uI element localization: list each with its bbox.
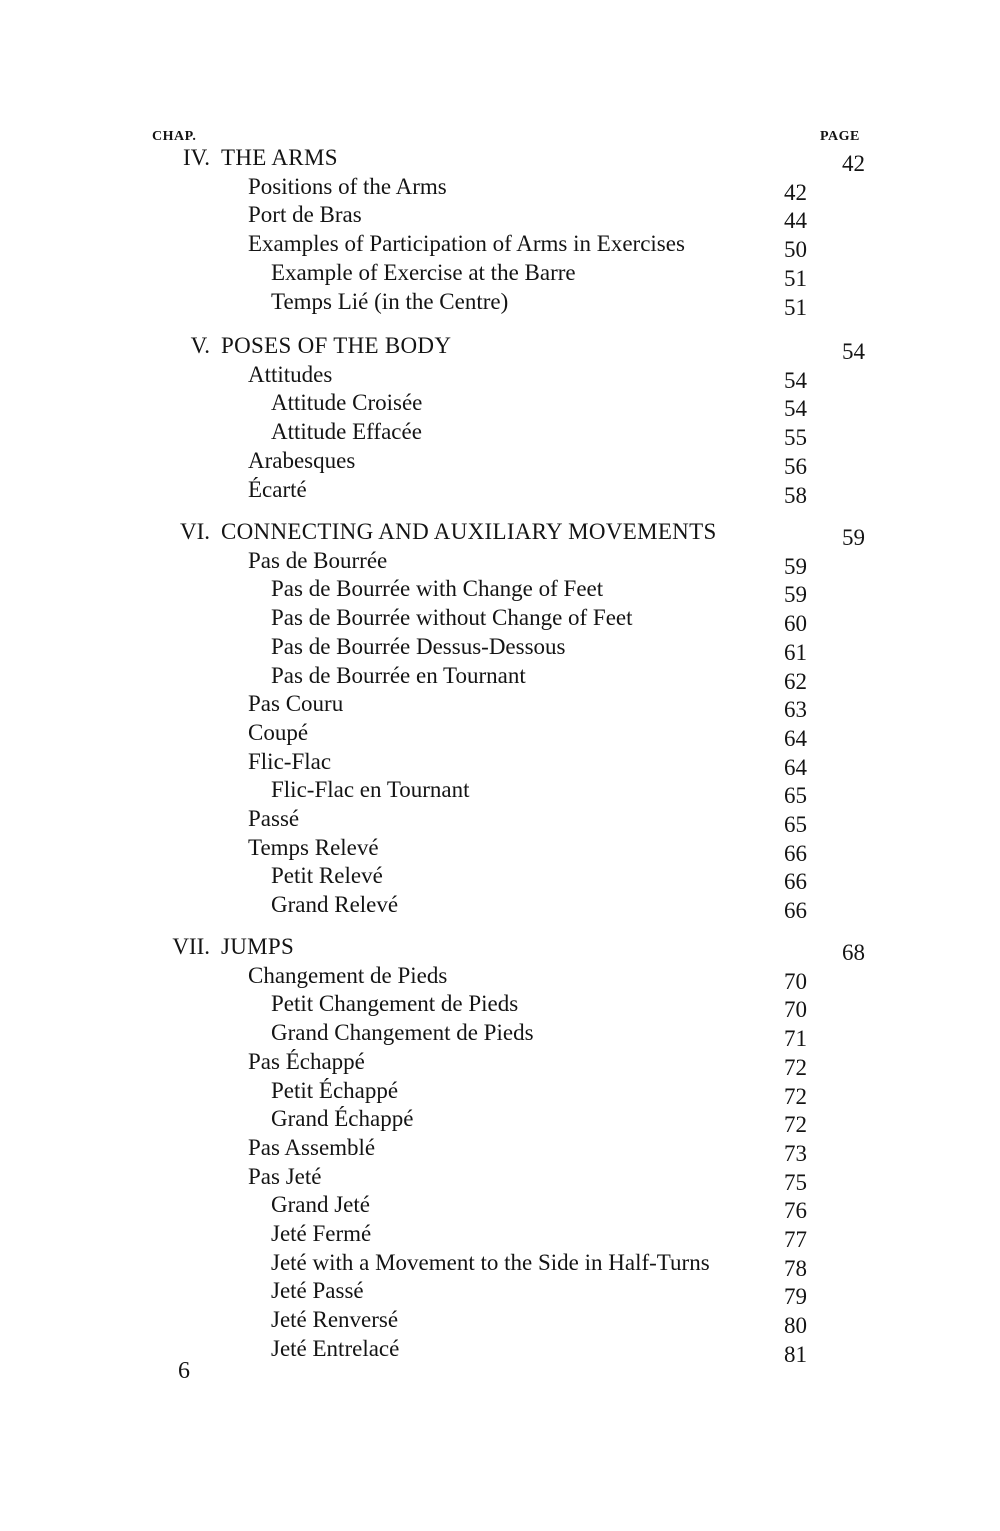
- entry-label: Attitudes: [248, 362, 333, 387]
- entry-label: Temps Lié (in the Centre): [271, 289, 509, 314]
- toc-entry: [0, 689, 1000, 722]
- entry-page-number: 59: [784, 554, 807, 579]
- entry-label: Arabesques: [248, 448, 356, 473]
- toc-entry: [0, 1047, 1000, 1080]
- entry-page-number: 50: [784, 237, 807, 262]
- entry-page-number: 64: [784, 726, 807, 751]
- entry-label: Pas de Bourrée without Change of Feet: [271, 605, 633, 630]
- toc-entry: [0, 1305, 1000, 1338]
- entry-page-number: 81: [784, 1342, 807, 1367]
- entry-page-number: 54: [784, 368, 807, 393]
- chapter-numeral: VII.: [172, 934, 210, 959]
- entry-page-number: 65: [784, 812, 807, 837]
- toc-entry: [0, 718, 1000, 751]
- entry-label: Grand Changement de Pieds: [271, 1020, 534, 1045]
- chap-column-header: CHAP.: [152, 129, 197, 144]
- entry-page-number: 78: [784, 1256, 807, 1281]
- entry-page-number: 73: [784, 1141, 807, 1166]
- toc-entry: [0, 287, 1000, 320]
- entry-page-number: 62: [784, 669, 807, 694]
- toc-entry: [0, 229, 1000, 262]
- entry-page-number: 80: [784, 1313, 807, 1338]
- chapter-numeral: IV.: [182, 145, 210, 170]
- entry-page-number: 77: [784, 1227, 807, 1252]
- toc-entry: [0, 661, 1000, 694]
- toc-entry: [0, 360, 1000, 393]
- entry-page-number: 60: [784, 611, 807, 636]
- entry-label: Port de Bras: [248, 202, 362, 227]
- entry-label: Pas Couru: [248, 691, 344, 716]
- toc-entry: [0, 1334, 1000, 1367]
- toc-entry: [0, 388, 1000, 421]
- toc-entry: [0, 1133, 1000, 1166]
- entry-page-number: 64: [784, 755, 807, 780]
- entry-label: Pas Assemblé: [248, 1135, 376, 1160]
- chapter-heading: [0, 331, 1000, 364]
- entry-page-number: 54: [784, 396, 807, 421]
- entry-page-number: 70: [784, 969, 807, 994]
- chapter-title: JUMPS: [221, 934, 295, 959]
- toc-entry: [0, 546, 1000, 579]
- toc-entry: [0, 1076, 1000, 1109]
- entry-page-number: 65: [784, 783, 807, 808]
- toc-entry: [0, 1248, 1000, 1281]
- entry-label: Passé: [248, 806, 300, 831]
- entry-page-number: 63: [784, 697, 807, 722]
- entry-page-number: 61: [784, 640, 807, 665]
- toc-entry: [0, 475, 1000, 508]
- chapter-title: THE ARMS: [221, 145, 338, 170]
- entry-label: Petit Relevé: [271, 863, 383, 888]
- entry-label: Grand Jeté: [271, 1192, 370, 1217]
- chapter-heading: [0, 932, 1000, 965]
- entry-page-number: 66: [784, 898, 807, 923]
- chapter-page-number: 42: [842, 151, 865, 176]
- entry-label: Flic-Flac en Tournant: [271, 777, 470, 802]
- entry-page-number: 59: [784, 582, 807, 607]
- toc-entry: [0, 1219, 1000, 1252]
- entry-label: Petit Échappé: [271, 1078, 399, 1103]
- toc-entry: [0, 890, 1000, 923]
- entry-label: Jeté with a Movement to the Side in Half-Turns: [271, 1250, 710, 1275]
- entry-label: Grand Échappé: [271, 1106, 414, 1131]
- entry-page-number: 56: [784, 454, 807, 479]
- toc-entry: [0, 632, 1000, 665]
- entry-page-number: 75: [784, 1170, 807, 1195]
- toc-entry: [0, 446, 1000, 479]
- entry-page-number: 42: [784, 180, 807, 205]
- entry-label: Pas Jeté: [248, 1164, 322, 1189]
- entry-page-number: 70: [784, 997, 807, 1022]
- entry-label: Example of Exercise at the Barre: [271, 260, 576, 285]
- page-number: 6: [178, 1358, 190, 1384]
- chapter-title: CONNECTING AND AUXILIARY MOVEMENTS: [221, 519, 717, 544]
- page-column-header: PAGE: [820, 129, 860, 144]
- chapter-numeral: VI.: [179, 519, 210, 544]
- toc-entry: [0, 603, 1000, 636]
- entry-page-number: 51: [784, 266, 807, 291]
- entry-page-number: 76: [784, 1198, 807, 1223]
- entry-page-number: 66: [784, 841, 807, 866]
- toc-entry: [0, 258, 1000, 291]
- entry-label: Changement de Pieds: [248, 963, 448, 988]
- entry-label: Jeté Entrelacé: [271, 1336, 400, 1361]
- entry-page-number: 71: [784, 1026, 807, 1051]
- chapter-page-number: 59: [842, 525, 865, 550]
- entry-label: Pas de Bourrée Dessus-Dessous: [271, 634, 566, 659]
- entry-page-number: 72: [784, 1112, 807, 1137]
- toc-entry: [0, 1190, 1000, 1223]
- toc-entry: [0, 961, 1000, 994]
- entry-page-number: 58: [784, 483, 807, 508]
- entry-page-number: 66: [784, 869, 807, 894]
- chapter-page-number: 68: [842, 940, 865, 965]
- entry-label: Écarté: [248, 477, 307, 502]
- entry-page-number: 72: [784, 1055, 807, 1080]
- toc-entry: [0, 574, 1000, 607]
- toc-entry: [0, 417, 1000, 450]
- entry-label: Pas de Bourrée with Change of Feet: [271, 576, 604, 601]
- toc-entry: [0, 861, 1000, 894]
- toc-entry: [0, 775, 1000, 808]
- toc-entry: [0, 172, 1000, 205]
- entry-page-number: 79: [784, 1284, 807, 1309]
- entry-label: Coupé: [248, 720, 309, 745]
- toc-entry: [0, 804, 1000, 837]
- entry-page-number: 72: [784, 1084, 807, 1109]
- chapter-heading: [0, 143, 1000, 176]
- entry-page-number: 44: [784, 208, 807, 233]
- toc-entry: [0, 989, 1000, 1022]
- toc-entry: [0, 1276, 1000, 1309]
- entry-label: Grand Relevé: [271, 892, 399, 917]
- chapter-heading: [0, 517, 1000, 550]
- chapter-page-number: 54: [842, 339, 865, 364]
- chapter-title: POSES OF THE BODY: [221, 333, 452, 358]
- toc-entry: [0, 1104, 1000, 1137]
- toc-entry: [0, 1018, 1000, 1051]
- entry-label: Petit Changement de Pieds: [271, 991, 519, 1016]
- entry-label: Examples of Participation of Arms in Exercises: [248, 231, 685, 256]
- entry-label: Pas de Bourrée: [248, 548, 388, 573]
- entry-label: Flic-Flac: [248, 749, 332, 774]
- entry-label: Jeté Fermé: [271, 1221, 372, 1246]
- toc-entry: [0, 833, 1000, 866]
- entry-label: Attitude Croisée: [271, 390, 423, 415]
- chapter-numeral: V.: [190, 333, 210, 358]
- entry-page-number: 55: [784, 425, 807, 450]
- entry-label: Attitude Effacée: [271, 419, 422, 444]
- entry-label: Jeté Passé: [271, 1278, 364, 1303]
- entry-label: Pas de Bourrée en Tournant: [271, 663, 526, 688]
- entry-label: Positions of the Arms: [248, 174, 447, 199]
- entry-label: Temps Relevé: [248, 835, 379, 860]
- entry-label: Pas Échappé: [248, 1049, 365, 1074]
- toc-entry: [0, 200, 1000, 233]
- entry-page-number: 51: [784, 295, 807, 320]
- entry-label: Jeté Renversé: [271, 1307, 399, 1332]
- toc-entry: [0, 1162, 1000, 1195]
- toc-entry: [0, 747, 1000, 780]
